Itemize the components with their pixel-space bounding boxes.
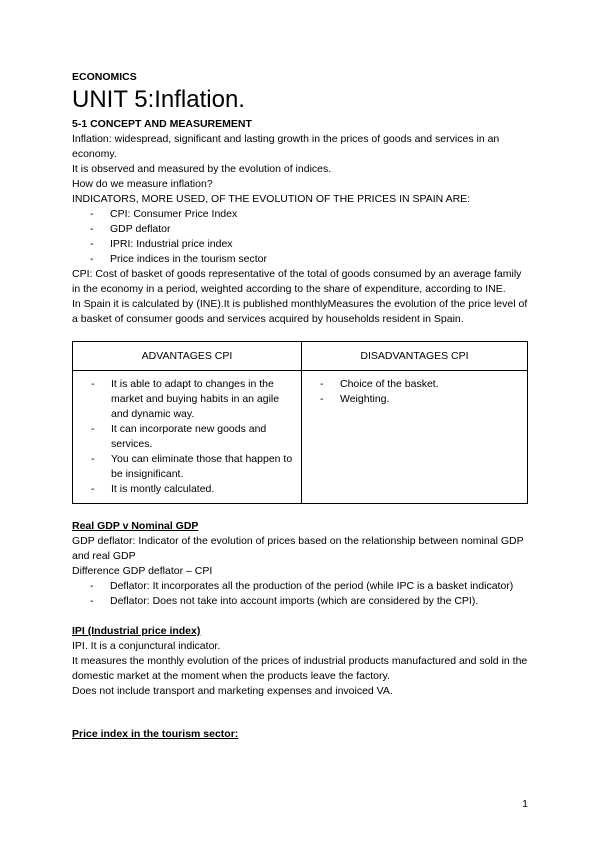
- list-item: - Weighting.: [302, 392, 521, 407]
- paragraph: Does not include transport and marketing expenses and invoiced VA.: [72, 685, 393, 697]
- list-item: - IPRI: Industrial price index: [72, 237, 528, 252]
- list-item: - Deflator: It incorporates all the production of the period (while IPC is a basket indicator): [72, 579, 528, 594]
- list-item: - Price indices in the tourism sector: [72, 252, 528, 267]
- list-item: - It can incorporate new goods and services.: [73, 422, 295, 452]
- paragraph: How do we measure inflation?: [72, 178, 213, 190]
- subject-label: ECONOMICS: [72, 71, 137, 83]
- paragraph: GDP deflator: Indicator of the evolution of prices based on the relationship between nominal GDP and real GDP: [72, 535, 524, 562]
- paragraph: In Spain it is calculated by (INE).It is published monthlyMeasures the evolution of the price level of a basket of consumer goods and services acquired by households resident in Spain.: [72, 298, 528, 325]
- section-concept-body: [72, 132, 528, 327]
- indicator-list: [72, 207, 528, 267]
- list-item: - It is able to adapt to changes in the market and buying habits in an agile and dynamic way.: [73, 377, 295, 422]
- page-title: UNIT 5:Inflation.: [72, 86, 245, 113]
- list-item: - GDP deflator: [72, 222, 528, 237]
- table-header-advantages: ADVANTAGES CPI: [73, 342, 302, 371]
- paragraph: Difference GDP deflator – CPI: [72, 565, 213, 577]
- list-item: - It is montly calculated.: [73, 482, 295, 497]
- paragraph: It is observed and measured by the evolution of indices.: [72, 163, 332, 175]
- paragraph: CPI: Cost of basket of goods representative of the total of goods consumed by an average family in the economy in a period, weighted according to the share of expenditure, according to INE.: [72, 268, 522, 295]
- paragraph: INDICATORS, MORE USED, OF THE EVOLUTION OF THE PRICES IN SPAIN ARE:: [72, 193, 471, 205]
- section-heading-concept: 5-1 CONCEPT AND MEASUREMENT: [72, 118, 252, 130]
- table-cell-disadvantages: [302, 371, 528, 504]
- paragraph: It measures the monthly evolution of the prices of industrial products manufactured and sold in the domestic market at the moment when the products leave the factory.: [72, 655, 528, 682]
- table-cell-advantages: [73, 371, 302, 504]
- list-item: - You can eliminate those that happen to be insignificant.: [73, 452, 295, 482]
- section-heading-gdp: Real GDP v Nominal GDP: [72, 520, 199, 532]
- section-ipi-body: [72, 639, 528, 699]
- section-heading-ipi: IPI (Industrial price index): [72, 625, 201, 637]
- advantages-list: [73, 377, 295, 497]
- document-page: [72, 70, 528, 742]
- disadvantages-list: [302, 377, 521, 407]
- section-gdp-body: [72, 534, 528, 609]
- list-item: - Deflator: Does not take into account imports (which are considered by the CPI).: [72, 594, 528, 609]
- paragraph: Inflation: widespread, significant and lasting growth in the prices of goods and services in an economy.: [72, 133, 500, 160]
- paragraph: IPI. It is a conjunctural indicator.: [72, 640, 221, 652]
- table-header-disadvantages: DISADVANTAGES CPI: [302, 342, 528, 371]
- cpi-comparison-table: [72, 341, 528, 504]
- page-number: 1: [522, 798, 528, 810]
- deflator-list: [72, 579, 528, 609]
- section-heading-tourism: Price index in the tourism sector:: [72, 728, 239, 740]
- list-item: - CPI: Consumer Price Index: [72, 207, 528, 222]
- list-item: - Choice of the basket.: [302, 377, 521, 392]
